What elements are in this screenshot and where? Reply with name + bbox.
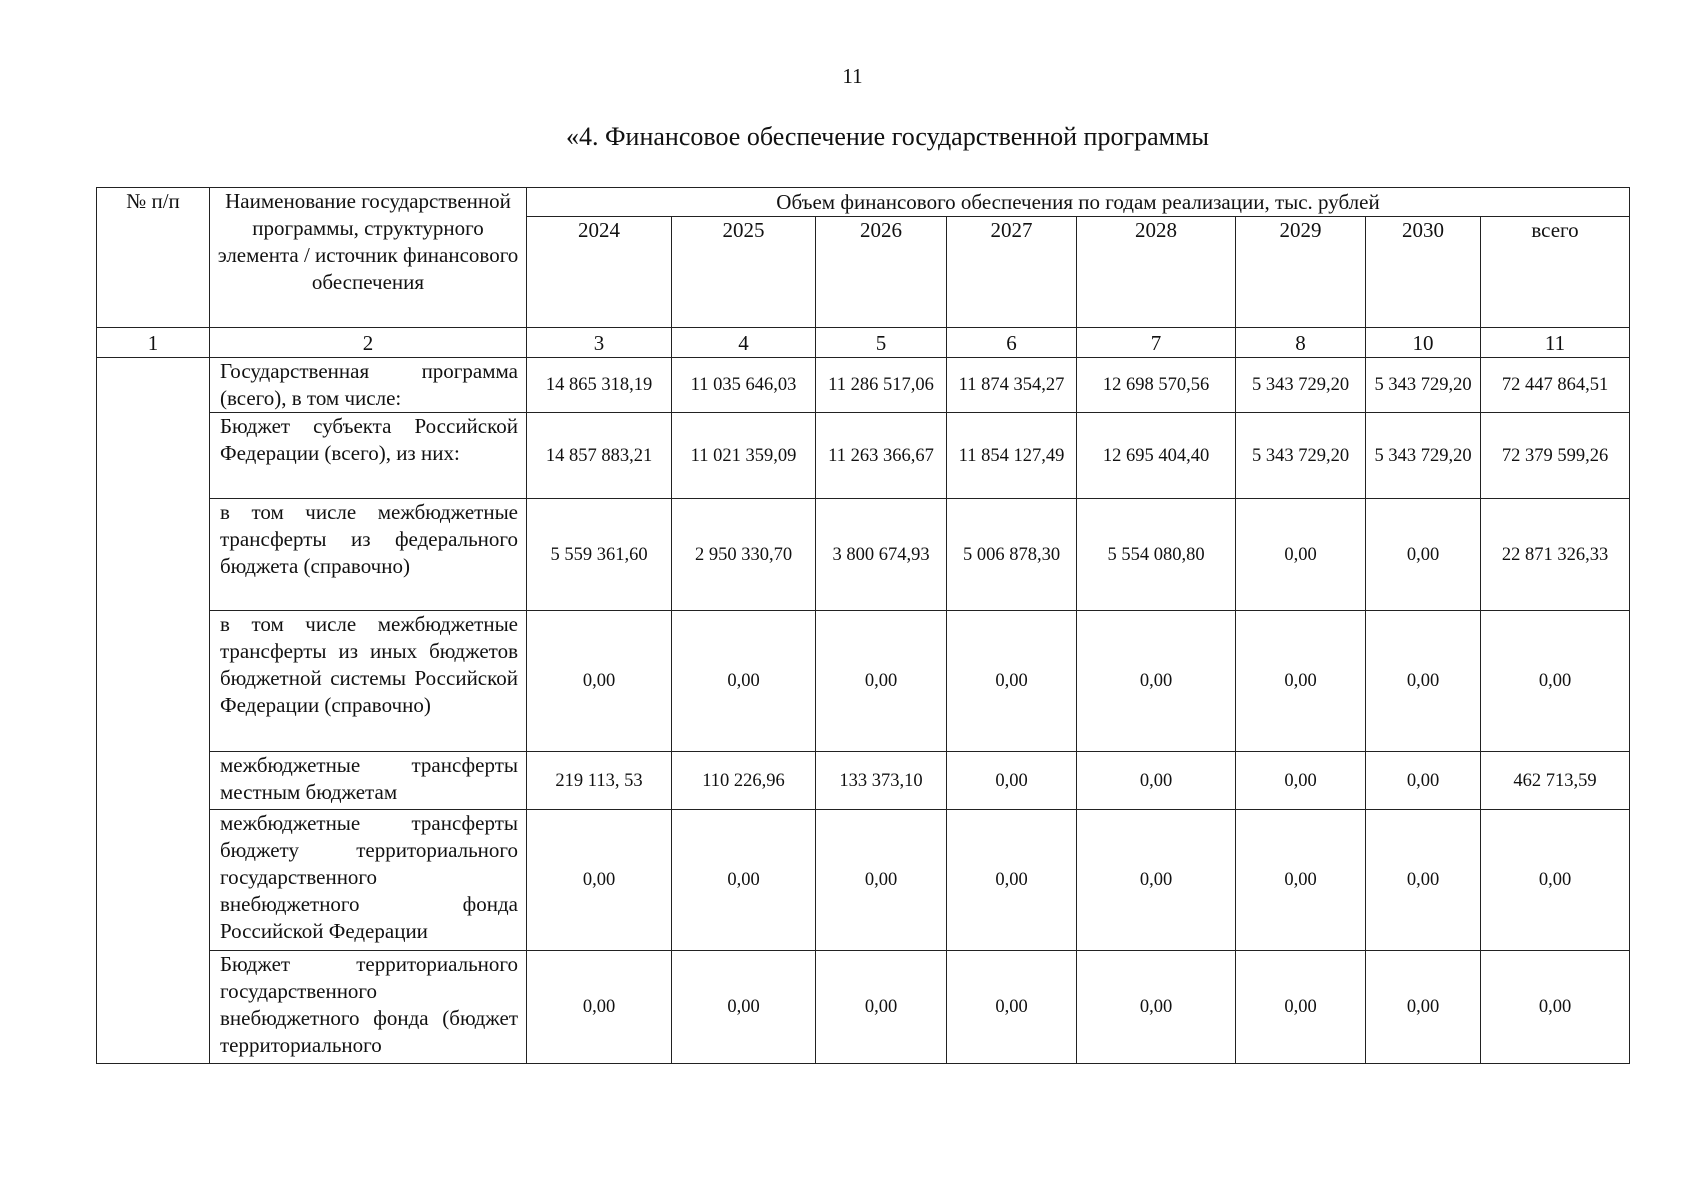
value-cell: 5 343 729,20 <box>1236 358 1366 413</box>
header-year: 2026 <box>816 217 947 328</box>
value-cell: 0,00 <box>672 611 816 752</box>
value-cell: 219 113, 53 <box>527 752 672 810</box>
value-cell: 0,00 <box>1077 951 1236 1064</box>
value-cell: 11 874 354,27 <box>947 358 1077 413</box>
value-cell: 0,00 <box>947 611 1077 752</box>
value-cell: 110 226,96 <box>672 752 816 810</box>
value-cell: 0,00 <box>1366 752 1481 810</box>
value-cell: 0,00 <box>1366 499 1481 611</box>
value-cell: 0,00 <box>1481 611 1630 752</box>
value-cell: 3 800 674,93 <box>816 499 947 611</box>
value-cell: 0,00 <box>1236 810 1366 951</box>
value-cell: 72 379 599,26 <box>1481 413 1630 499</box>
column-number: 1 <box>97 328 210 358</box>
value-cell: 5 559 361,60 <box>527 499 672 611</box>
value-cell: 0,00 <box>947 810 1077 951</box>
row-name: межбюджетные трансферты бюджету территориального государственного внебюджетного фонда Российской Федерации <box>210 810 527 951</box>
value-cell: 72 447 864,51 <box>1481 358 1630 413</box>
value-cell: 0,00 <box>947 951 1077 1064</box>
value-cell: 5 343 729,20 <box>1236 413 1366 499</box>
column-number: 3 <box>527 328 672 358</box>
value-cell: 5 343 729,20 <box>1366 358 1481 413</box>
header-year: 2027 <box>947 217 1077 328</box>
value-cell: 0,00 <box>1366 611 1481 752</box>
table-row <box>97 413 1630 499</box>
value-cell: 5 006 878,30 <box>947 499 1077 611</box>
value-cell: 0,00 <box>816 611 947 752</box>
column-number: 4 <box>672 328 816 358</box>
value-cell: 0,00 <box>672 810 816 951</box>
value-cell: 0,00 <box>527 611 672 752</box>
header-year: 2024 <box>527 217 672 328</box>
value-cell: 11 263 366,67 <box>816 413 947 499</box>
value-cell: 11 854 127,49 <box>947 413 1077 499</box>
section-title: «4. Финансовое обеспечение государственной программы <box>566 122 1210 151</box>
value-cell: 0,00 <box>1366 810 1481 951</box>
header-col-name: Наименование государственной программы, структурного элемента / источник финансового обеспечения <box>210 188 527 328</box>
row-name: Бюджет субъекта Российской Федерации (всего), из них: <box>210 413 527 499</box>
header-year: 2028 <box>1077 217 1236 328</box>
value-cell: 14 857 883,21 <box>527 413 672 499</box>
table-row <box>97 611 1630 752</box>
column-number: 11 <box>1481 328 1630 358</box>
value-cell: 0,00 <box>1077 810 1236 951</box>
column-number-row <box>97 328 1630 358</box>
row-name: в том числе межбюджетные трансферты из иных бюджетов бюджетной системы Российской Федерации (справочно) <box>210 611 527 752</box>
value-cell: 0,00 <box>1366 951 1481 1064</box>
table-row <box>97 810 1630 951</box>
column-number: 2 <box>210 328 527 358</box>
row-name: в том числе межбюджетные трансферты из федерального бюджета (справочно) <box>210 499 527 611</box>
value-cell: 5 554 080,80 <box>1077 499 1236 611</box>
value-cell: 22 871 326,33 <box>1481 499 1630 611</box>
value-cell: 2 950 330,70 <box>672 499 816 611</box>
value-cell: 0,00 <box>816 810 947 951</box>
header-year: 2029 <box>1236 217 1366 328</box>
financing-table <box>96 187 1630 1064</box>
row-name: Государственная программа (всего), в том числе: <box>210 358 527 413</box>
value-cell: 14 865 318,19 <box>527 358 672 413</box>
column-number: 6 <box>947 328 1077 358</box>
table-row <box>97 752 1630 810</box>
value-cell: 0,00 <box>1077 752 1236 810</box>
column-number: 7 <box>1077 328 1236 358</box>
value-cell: 0,00 <box>1236 499 1366 611</box>
value-cell: 11 021 359,09 <box>672 413 816 499</box>
column-number: 10 <box>1366 328 1481 358</box>
value-cell: 0,00 <box>1236 752 1366 810</box>
value-cell: 0,00 <box>947 752 1077 810</box>
page-number: 11 <box>842 64 863 88</box>
value-cell: 0,00 <box>1481 810 1630 951</box>
header-row-1 <box>97 188 1630 217</box>
value-cell: 11 286 517,06 <box>816 358 947 413</box>
value-cell: 0,00 <box>1077 611 1236 752</box>
row-number-cell <box>97 358 210 1064</box>
value-cell: 0,00 <box>1236 951 1366 1064</box>
header-financing-volume: Объем финансового обеспечения по годам реализации, тыс. рублей <box>527 188 1630 217</box>
header-year: 2025 <box>672 217 816 328</box>
table-row <box>97 358 1630 413</box>
row-name: Бюджет территориального государственного внебюджетного фонда (бюджет территориального <box>210 951 527 1064</box>
value-cell: 133 373,10 <box>816 752 947 810</box>
table-row <box>97 951 1630 1064</box>
row-name: межбюджетные трансферты местным бюджетам <box>210 752 527 810</box>
column-number: 5 <box>816 328 947 358</box>
header-year: 2030 <box>1366 217 1481 328</box>
column-number: 8 <box>1236 328 1366 358</box>
header-col-num: № п/п <box>97 188 210 328</box>
value-cell: 12 695 404,40 <box>1077 413 1236 499</box>
value-cell: 11 035 646,03 <box>672 358 816 413</box>
value-cell: 0,00 <box>527 810 672 951</box>
table-row <box>97 499 1630 611</box>
header-total: всего <box>1481 217 1630 328</box>
value-cell: 5 343 729,20 <box>1366 413 1481 499</box>
value-cell: 0,00 <box>527 951 672 1064</box>
value-cell: 0,00 <box>816 951 947 1064</box>
value-cell: 0,00 <box>1236 611 1366 752</box>
value-cell: 0,00 <box>1481 951 1630 1064</box>
value-cell: 12 698 570,56 <box>1077 358 1236 413</box>
value-cell: 462 713,59 <box>1481 752 1630 810</box>
value-cell: 0,00 <box>672 951 816 1064</box>
